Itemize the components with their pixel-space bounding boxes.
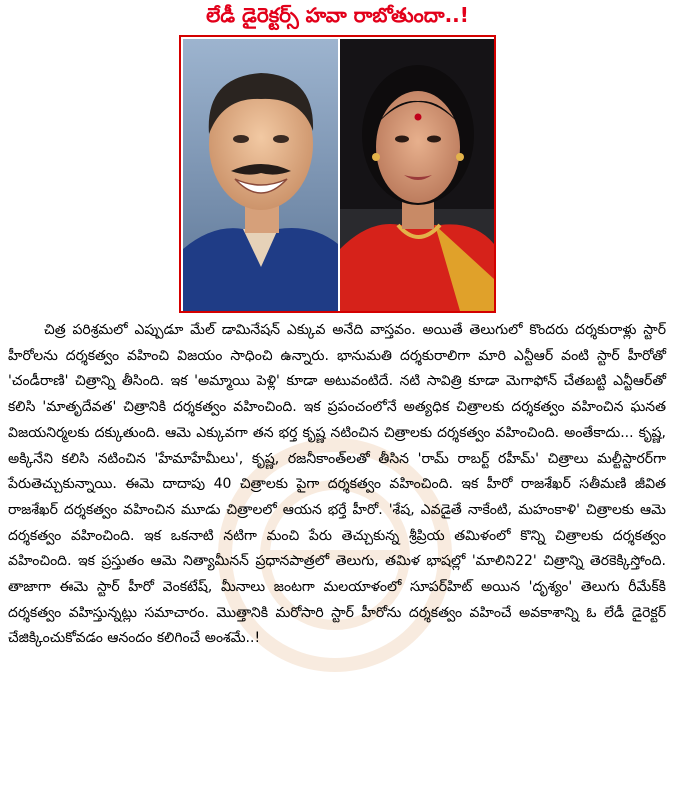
jeevitha-photo [340,39,494,311]
headline: లేడీ డైరెక్టర్స్ హవా రాబోతుందా..! [206,3,469,27]
article-body: చిత్ర పరిశ్రమలో ఎప్పుడూ మేల్ డామినేషన్ ఎక్కువ అనేది వాస్తవం. అయితే తెలుగులో కొందరు దర్శకురాళ్లు స్టార్ హీరోలను దర్శకత్వం వహించి విజయం సాధించి ఉన్నారు. భానుమతి దర్శకురాలిగా మారి ఎన్టీఆర్ వంటి స్టార్ హీరోతో 'చండీరాణి' చిత్రాన్ని తీసింది. ఇక 'అమ్మాయి పెళ్లి' కూడా అటువంటిదే. నటి సావిత్రి కూడా మెగాఫోన్ చేతబట్టి ఎన్టీఆర్‌తో కలిసి 'మాతృదేవత' చిత్రానికి దర్శకత్వం వహించింది. ఇక ప్రపంచంలోనే అత్యధిక చిత్రాలకు దర్శకత్వం వహించిన ఘనత విజయనిర్మలకు దక్కుతుంది. ఆమె ఎక్కువగా తన భర్త కృష్ణ నటించిన చిత్రాలకు దర్శకత్వం వహించింది. అంతేకాదు... కృష్ణ, అక్కినేని కలిసి నటించిన 'హేమాహేమీలు', కృష్ణ, రజనీకాంత్‌లతో తీసిన 'రామ్ రాబర్ట్ రహీమ్' చిత్రాలు మల్టీస్టారర్‌గా పేరుతెచ్చుకున్నాయి. ఈమె దాదాపు 40 చిత్రాలకు పైగా దర్శకత్వం వహించింది. ఇక హీరో రాజశేఖర్ సతీమణి జీవిత రాజశేఖర్ దర్శకత్వం వహించిన మూడు చిత్రాలలో ఆయన భర్తే హీరో. 'శేష, ఎవడైతే నాకేంటి, మహంకాళి' చిత్రాలకు ఆమె దర్శకత్వం వహించింది. ఇక ఒకనాటి నటిగా మంచి పేరు తెచ్చుకున్న శ్రీప్రియ తమిళంలో కొన్ని చిత్రాలకు దర్శకత్వం వహించింది. ఇక ప్రస్తుతం ఆమె నిత్యామీనన్ ప్రధానపాత్రలో తెలుగు, తమిళ భాషల్లో 'మాలిని22' చిత్రాన్ని తెరకెక్కిస్తోంది. తాజాగా ఈమె స్టార్ హీరో వెంకటేష్, మీనాలు జంటగా మలయాళంలో సూపర్‌హిట్ అయిన 'దృశ్యం' తెలుగు రీమేక్‌కి దర్శకత్వం వహిస్తున్నట్లు సమాచారం. మొత్తానికి మరోసారి స్టార్ హీరోను దర్శకత్వం వహించే అవకాశాన్ని ఓ లేడీ డైరెక్టర్ చేజిక్కించుకోవడం ఆనందం కలిగించే అంశమే..! [8,322,666,647]
photo-frame [179,35,496,313]
venkatesh-photo [183,39,338,311]
